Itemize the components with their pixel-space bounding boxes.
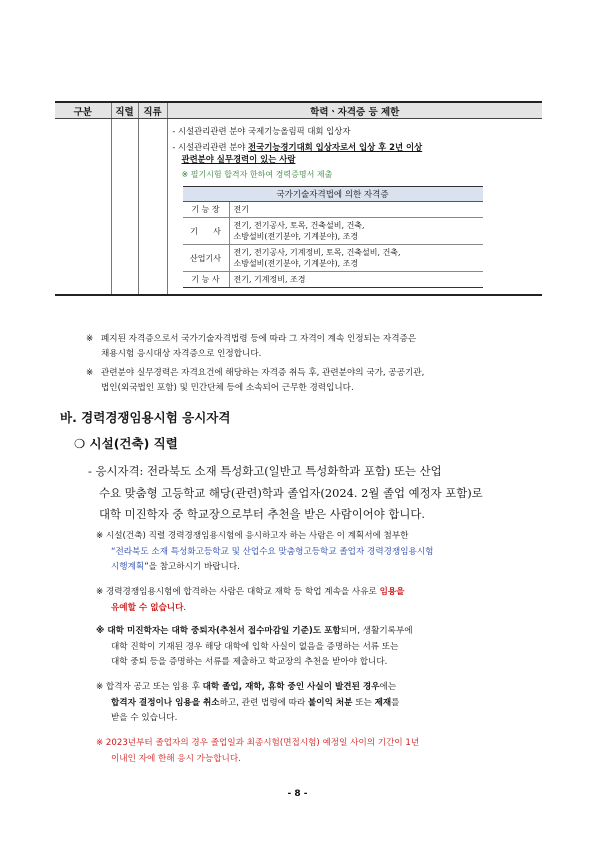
requirement-text: - 시설관리관련 분야: [172, 141, 249, 152]
cert-level-label: 기 사: [183, 218, 230, 245]
empty-cell: [111, 119, 138, 296]
header-category: 구분: [55, 102, 111, 119]
note-work-experience: ※ 관련분야 실무경력은 자격요건에 해당하는 자격증 취득 후, 관련분야의 국가, 공공기관, 법인(외국법인 포함) 및 민간단체 등에 소속되어 근무한 경력입니다.: [86, 368, 425, 393]
subsection-title: ❍ 시설(건축) 직렬: [74, 436, 178, 451]
note-cancellation: ※ 합격자 공고 또는 임용 후 대학 졸업, 재학, 휴학 중인 사실이 발견된 경우에는 합격자 결정이나 임용을 취소하고, 관련 법령에 따라 불이익 처분 또는 제재를 받을 수 있습니다.: [96, 682, 400, 724]
table-header-row: [55, 102, 542, 119]
cert-fields: 전기, 전기공사, 토목, 건축설비, 건축, 소방설비(전기분야, 기계분야), 조경: [229, 218, 483, 245]
empty-cell: [55, 119, 111, 296]
requirement-line: [173, 153, 535, 166]
table-row: [183, 272, 483, 288]
cert-fields: 전기, 기계정비, 조경: [229, 272, 483, 288]
header-series: 직렬: [111, 102, 138, 119]
page-number: - 8 -: [287, 789, 308, 799]
header-requirements: 학력ㆍ자격증 등 제한: [167, 102, 542, 119]
empty-cell: [138, 119, 167, 296]
qualification-table: [55, 101, 542, 296]
note-application-plan: ※ 시설(건축) 직렬 경력경쟁임용시험에 응시하고자 하는 사람은 이 계획서에 첨부한 “전라북도 소재 특성화고등학교 및 산업수요 맞춤형고등학교 졸업자 경력경쟁임용시험 시행계획”을 참고하시기 바랍니다.: [96, 531, 434, 573]
note-graduation-period: ※ 2023년부터 졸업자의 경우 졸업일과 최종시험(면접시험) 예정일 사이의 기간이 1년 이내인 자에 한해 응시 가능합니다.: [96, 738, 420, 764]
cert-fields: 전기, 전기공사, 기계정비, 토목, 건축설비, 건축, 소방설비(전기분야, 기계분야), 조경: [229, 245, 483, 272]
requirement-line: - 시설관리관련 분야 국제기능올림픽 대회 입상자: [172, 126, 351, 136]
requirement-line: [173, 141, 535, 154]
subtable-header: 국가기술자격법에 의한 자격증: [183, 187, 483, 202]
section-title: 바. 경력경쟁임용시험 응시자격: [60, 410, 231, 425]
note-dropout-included: ※ 대학 미진학자는 대학 중퇴자(추천서 접수마감일 기준)도 포함되며, 생활기록부에 대학 진학이 기재된 경우 해당 대학에 입학 사실이 없음을 증명하는 서류 또는 대학 중퇴 등을 증명하는 서류를 제출하고 학교장의 추천을 받아야 합니다.: [96, 626, 413, 668]
table-row: [183, 202, 483, 218]
eligibility-paragraph: - 응시자격: 전라북도 소재 특성화고(일반고 특성화학과 포함) 또는 산업 수요 맞춤형 고등학교 해당(관련)학과 졸업자(2024. 2월 졸업 예정자 포함)로 대학 미진학자 중 학교장으로부터 추천을 받은 사람이어야 합니다.: [88, 464, 483, 521]
requirement-emphasis: 전국기능경기대회 입상자로서 입상 후 2년 이상: [248, 141, 423, 152]
header-class: 직류: [138, 102, 167, 119]
cert-level-label: 기 능 사: [183, 272, 230, 288]
requirement-emphasis: 관련분야 실무경력이 있는 사람: [181, 154, 296, 164]
requirements-cell: [167, 119, 542, 296]
cert-level-label: 산업기사: [183, 245, 230, 272]
certificate-note: ※ 필기시험 합격자 한하여 경력증명서 제출: [181, 169, 333, 179]
table-row: [183, 218, 483, 245]
note-no-deferral: ※ 경력경쟁임용시험에 합격하는 사람은 대학교 재학 등 학업 계속을 사유로 임용을 유예할 수 없습니다.: [96, 587, 405, 613]
table-row: [55, 119, 542, 296]
table-row: [183, 245, 483, 272]
cert-level-label: 기 능 장: [183, 202, 230, 218]
certificate-subtable: [183, 186, 483, 288]
note-abolished-certificates: ※ 폐지된 자격증으로서 국가기술자격법령 등에 따라 그 자격이 계속 인정되는 자격증은 채용시험 응시대상 자격증으로 인정합니다.: [86, 334, 417, 359]
cert-fields: 전기: [229, 202, 483, 218]
